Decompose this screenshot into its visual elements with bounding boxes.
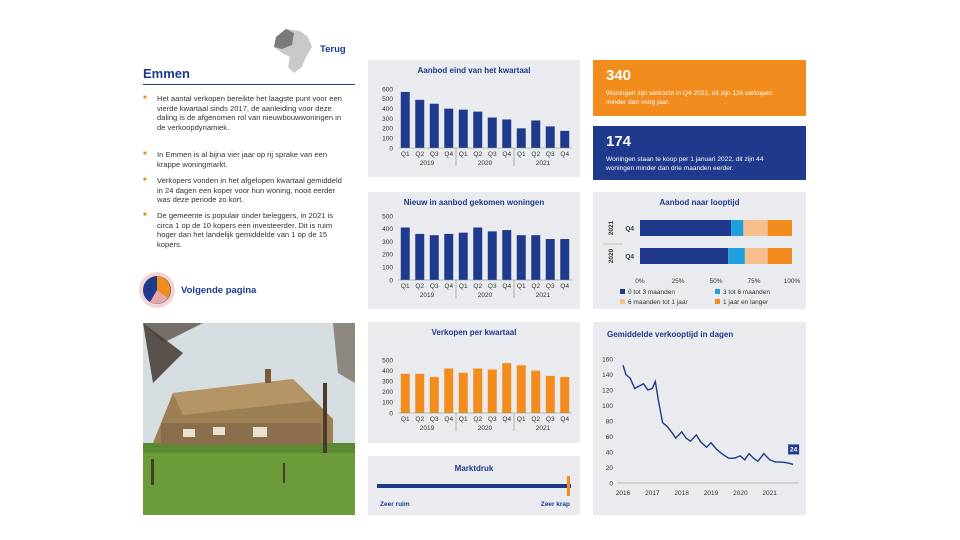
y-tick-label: 600 [382, 86, 393, 94]
series-line [623, 365, 793, 464]
x-tick-label: Q4 [502, 416, 512, 423]
marktdruk-title: Marktdruk [454, 464, 494, 473]
y-tick-label: 200 [382, 125, 393, 133]
bar [401, 228, 410, 280]
marktdruk-left-label: Zeer ruim [380, 501, 410, 508]
kpi-text: Woningen staan te koop per 1 januari 2022, dit zijn 44 woningen minder dan drie maanden eerder. [606, 156, 764, 172]
y-tick-label: 40 [605, 449, 613, 457]
kpi-value: 174 [606, 133, 632, 150]
x-tick-label: 2016 [615, 490, 631, 497]
y-tick-label: 0 [389, 145, 393, 153]
province-map-icon [272, 27, 316, 75]
x-tick-label: Q3 [487, 283, 497, 290]
next-page-button[interactable] [138, 271, 308, 309]
stacked-bar-segment [768, 220, 792, 236]
marktdruk-indicator [567, 476, 570, 496]
chart-panel-looptijd [593, 192, 806, 309]
y-tick-label: 0 [389, 277, 393, 285]
bar [531, 235, 540, 280]
y-tick-label: 80 [605, 418, 613, 426]
legend-swatch [620, 289, 625, 294]
y-tick-label: 160 [602, 356, 613, 364]
bar-chart-aanbod [368, 60, 580, 177]
title-underline [143, 84, 355, 85]
bar [473, 112, 482, 148]
group-label: 2021 [535, 292, 551, 299]
x-tick-label: Q2 [473, 283, 483, 290]
y-tick-label: 0 [389, 410, 393, 418]
bar [430, 235, 439, 280]
bar [430, 377, 439, 413]
next-page-label: Volgende pagina [181, 285, 257, 296]
legend-label: 0 tot 3 maanden [628, 289, 675, 296]
bar-chart-verkopen [368, 322, 580, 443]
kpi-text: Woningen zijn verkocht in Q4 2021, dit zijn 126 verkopen minder dan vorig jaar. [606, 90, 773, 106]
y-tick-label: 120 [602, 387, 613, 395]
stacked-bar-segment [640, 248, 728, 264]
chart-panel-verkopen [368, 322, 580, 443]
y-tick-label: 400 [382, 367, 393, 375]
line-chart-verkooptijd [593, 322, 806, 515]
x-tick-label: Q3 [429, 283, 439, 290]
bar [560, 131, 569, 148]
bar [560, 377, 569, 413]
bar [502, 119, 511, 148]
y-tick-label: 100 [382, 399, 393, 407]
chart-panel-verkooptijd [593, 322, 806, 515]
y-tick-label: 20 [605, 464, 613, 472]
x-tick-label: 2018 [674, 490, 689, 497]
bullet-list [143, 94, 358, 254]
y-tick-label: 500 [382, 96, 393, 104]
x-tick-label: Q1 [516, 283, 526, 290]
last-value-label: 24 [790, 446, 798, 454]
legend-label: 3 tot 6 maanden [723, 289, 770, 296]
bullet-item: ■ Verkopers vonden in het afgelopen kwartaal gemiddeld in 24 dagen een koper voor hun woning, nooit eerder was deze periode zo kort. [143, 176, 348, 205]
x-tick-label: Q4 [560, 416, 570, 423]
group-label: 2020 [477, 160, 493, 167]
x-tick-label: Q2 [415, 416, 425, 423]
stacked-bar-segment [640, 220, 731, 236]
y-tick-label: 140 [602, 371, 613, 379]
bar [459, 110, 468, 148]
group-label: 2020 [477, 292, 493, 299]
group-label: 2019 [419, 425, 435, 432]
y-tick-label: 300 [382, 238, 393, 246]
stacked-bar-segment [743, 220, 767, 236]
x-tick-label: Q3 [545, 151, 555, 158]
chart-title: Verkopen per kwartaal [431, 328, 517, 337]
bar [560, 239, 569, 280]
x-tick-label: 75% [747, 278, 761, 285]
x-tick-label: Q1 [400, 151, 410, 158]
x-tick-label: Q4 [502, 151, 512, 158]
x-tick-label: 50% [709, 278, 723, 285]
legend-swatch [715, 299, 720, 304]
bullet-item: ■ In Emmen is al bijna vier jaar op rij sprake van een krappe woningmarkt. [143, 150, 348, 169]
y-tick-label: 100 [382, 264, 393, 272]
legend-label: 1 jaar en langer [723, 299, 769, 306]
y-tick-label: 200 [382, 389, 393, 397]
x-tick-label: 2017 [645, 490, 660, 497]
bar [517, 128, 526, 148]
bullet-item: ■ De gemeente is populair onder beleggers, in 2021 is circa 1 op de 10 kopers een investeerder. Dit is ruim hoger dan het landelijk gemiddelde van 1 op de 15 kopers. [143, 211, 348, 249]
x-tick-label: 2019 [703, 490, 719, 497]
y-tick-label: 0 [609, 480, 613, 488]
bar [415, 374, 424, 413]
group-label: 2020 [477, 425, 493, 432]
x-tick-label: Q3 [487, 151, 497, 158]
group-label: 2019 [419, 292, 435, 299]
x-tick-label: Q3 [487, 416, 497, 423]
pie-chart-icon [138, 271, 176, 314]
y-tick-label: 400 [382, 226, 393, 234]
x-tick-label: 2021 [762, 490, 777, 497]
x-tick-label: Q1 [516, 416, 526, 423]
x-tick-label: Q2 [531, 283, 541, 290]
bar [488, 118, 497, 148]
y-tick-label: 300 [382, 378, 393, 386]
chart-title: Aanbod eind van het kwartaal [417, 66, 531, 75]
legend-label: 6 maanden tot 1 jaar [628, 299, 688, 306]
bar [517, 365, 526, 413]
stacked-bar-looptijd [593, 192, 806, 309]
group-label: 2021 [535, 425, 551, 432]
row-year-label: 2020 [608, 248, 615, 264]
legend-swatch [620, 299, 625, 304]
stacked-bar-segment [745, 248, 768, 264]
x-tick-label: Q4 [560, 283, 570, 290]
x-tick-label: Q2 [415, 151, 425, 158]
y-tick-label: 200 [382, 251, 393, 259]
house-photo [143, 323, 355, 515]
bar [401, 92, 410, 148]
bar [401, 374, 410, 413]
bar [546, 376, 555, 413]
bar [488, 231, 497, 280]
bar-chart-nieuw [368, 192, 580, 309]
bar [415, 100, 424, 148]
marktdruk-bar [377, 484, 571, 488]
bar [502, 230, 511, 280]
bar [531, 371, 540, 413]
x-tick-label: Q4 [444, 151, 454, 158]
x-tick-label: Q2 [531, 151, 541, 158]
x-tick-label: Q1 [516, 151, 526, 158]
kpi-value: 340 [606, 67, 632, 84]
bar [473, 228, 482, 280]
y-tick-label: 400 [382, 105, 393, 113]
x-tick-label: Q2 [473, 416, 483, 423]
bar [488, 370, 497, 413]
stacked-bar-segment [728, 248, 745, 264]
city-title: Emmen [143, 66, 190, 81]
x-tick-label: 0% [635, 278, 645, 285]
x-tick-label: Q4 [444, 283, 454, 290]
bar [502, 363, 511, 413]
bar [459, 373, 468, 413]
bar [444, 234, 453, 280]
group-label: 2019 [419, 160, 435, 167]
group-label: 2021 [535, 160, 551, 167]
x-tick-label: Q3 [429, 151, 439, 158]
bar [444, 368, 453, 413]
chart-title: Gemiddelde verkooptijd in dagen [607, 330, 734, 339]
y-tick-label: 100 [382, 135, 393, 143]
x-tick-label: Q4 [444, 416, 454, 423]
x-tick-label: Q1 [458, 151, 468, 158]
x-tick-label: Q2 [531, 416, 541, 423]
y-tick-label: 300 [382, 115, 393, 123]
stacked-bar-segment [768, 248, 792, 264]
x-tick-label: Q1 [458, 416, 468, 423]
stacked-bar-segment [731, 220, 743, 236]
bar [459, 233, 468, 280]
back-link[interactable]: Terug [320, 44, 346, 55]
y-tick-label: 60 [605, 433, 613, 441]
row-quarter-label: Q4 [625, 253, 634, 261]
kpi-for-sale [593, 126, 806, 180]
kpi-sold [593, 60, 806, 116]
legend-swatch [715, 289, 720, 294]
marktdruk-right-label: Zeer krap [540, 501, 570, 508]
y-tick-label: 500 [382, 357, 393, 365]
bar [531, 120, 540, 148]
x-tick-label: 100% [783, 278, 801, 285]
bar [546, 239, 555, 280]
x-tick-label: Q1 [400, 416, 410, 423]
bar [546, 126, 555, 148]
chart-panel-aanbod [368, 60, 580, 177]
bar [430, 104, 439, 148]
chart-title: Nieuw in aanbod gekomen woningen [403, 198, 545, 207]
bar [415, 234, 424, 280]
bar [473, 368, 482, 413]
bullet-item: ■ Het aantal verkopen bereikte het laagste punt voor een vierde kwartaal sinds 2017, de aanleiding voor deze daling is de afgenomen rol van nieuwbouwwoningen in de verkoopdynamiek. [143, 94, 348, 132]
row-year-label: 2021 [608, 220, 615, 236]
x-tick-label: 2020 [733, 490, 748, 497]
x-tick-label: 25% [671, 278, 685, 285]
y-tick-label: 500 [382, 213, 393, 221]
bar [517, 235, 526, 280]
x-tick-label: Q1 [400, 283, 410, 290]
y-tick-label: 100 [602, 402, 613, 410]
x-tick-label: Q1 [458, 283, 468, 290]
marktdruk-panel [368, 456, 580, 515]
chart-panel-nieuw [368, 192, 580, 309]
x-tick-label: Q4 [560, 151, 570, 158]
x-tick-label: Q4 [502, 283, 512, 290]
x-tick-label: Q3 [429, 416, 439, 423]
bar [444, 109, 453, 148]
chart-title: Aanbod naar looptijd [659, 198, 740, 207]
x-tick-label: Q2 [415, 283, 425, 290]
x-tick-label: Q3 [545, 416, 555, 423]
row-quarter-label: Q4 [625, 225, 634, 233]
x-tick-label: Q3 [545, 283, 555, 290]
x-tick-label: Q2 [473, 151, 483, 158]
